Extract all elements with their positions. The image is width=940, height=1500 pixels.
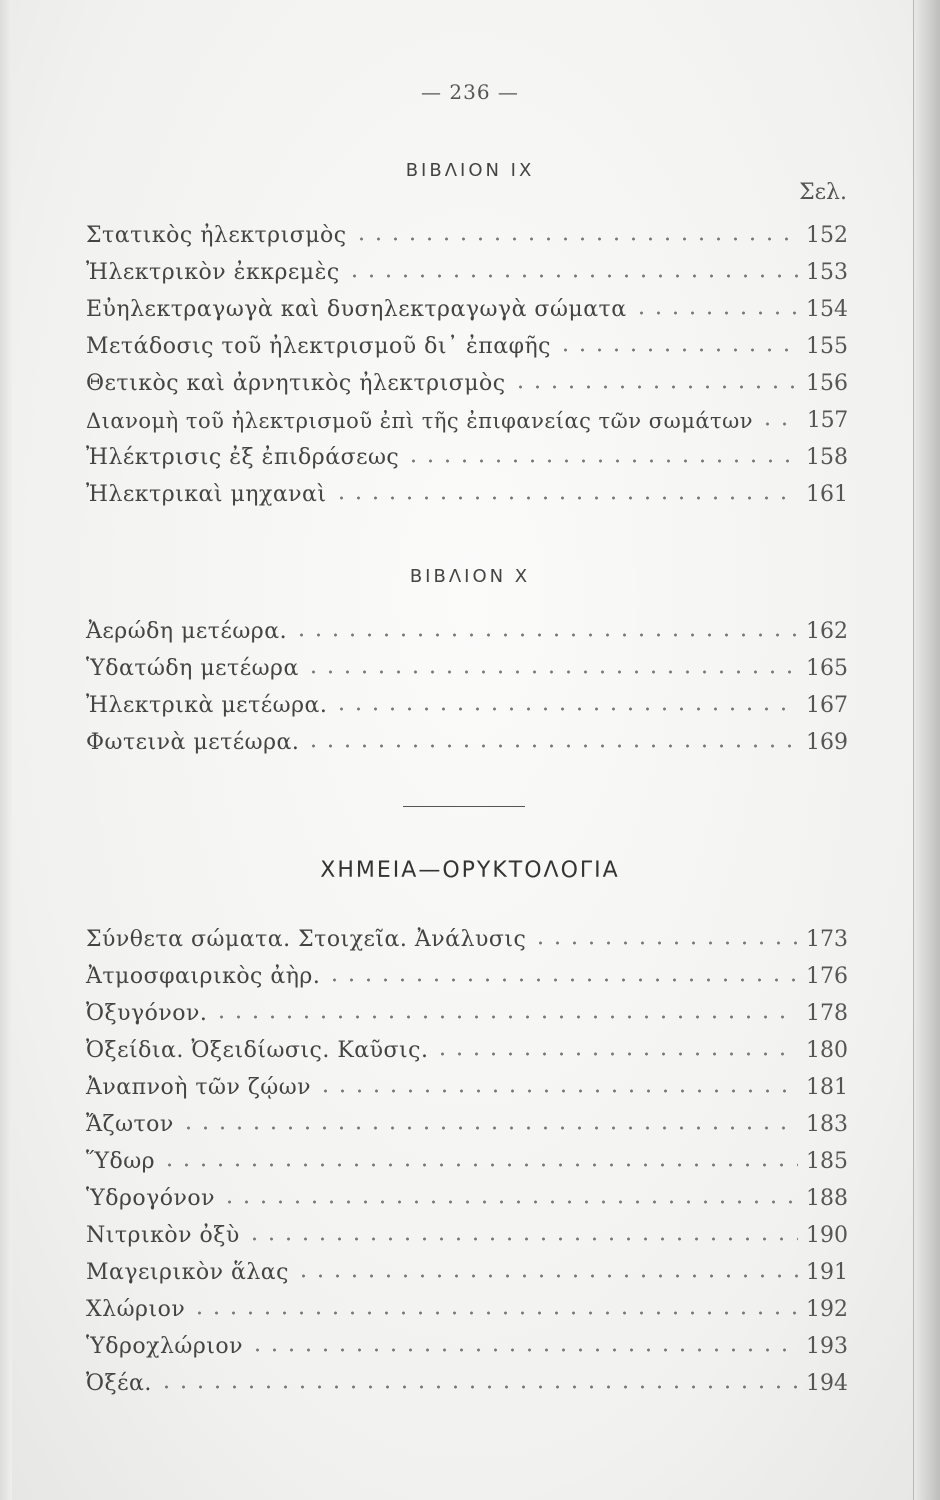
entry-page: 161 (806, 482, 848, 507)
entry-page: 183 (806, 1112, 848, 1137)
toc-entry (86, 1101, 848, 1137)
entry-title: Ἠλεκτρικαὶ μηχαναὶ (86, 482, 327, 507)
toc-entry (86, 1323, 848, 1359)
dot-leader (249, 1323, 798, 1359)
entry-title: Μετάδοσις τοῦ ἠλεκτρισμοῦ δι᾽ ἐπαφῆς (86, 334, 552, 359)
entry-page: 152 (806, 223, 848, 248)
entry-title: Ἠλεκτρικὸν ἐκκρεμὲς (86, 260, 340, 285)
entry-title: Ἠλεκτρικὰ μετέωρα. (86, 693, 328, 718)
entry-page: 173 (806, 927, 848, 952)
dot-leader (161, 1138, 798, 1174)
dot-leader (333, 682, 798, 718)
entry-title: Σύνθετα σώματα. Στοιχεῖα. Ἀνάλυσις (86, 927, 527, 952)
chemistry-section-title: ΧΗΜΕΙΑ—ΟΡΥΚΤΟΛΟΓΙΑ (320, 858, 620, 883)
dot-leader (405, 434, 798, 470)
dot-leader (326, 953, 798, 989)
entry-page: 158 (806, 445, 848, 470)
entry-title: Ἀερώδη μετέωρα. (86, 619, 288, 644)
toc-entry (86, 608, 848, 644)
dot-leader (532, 916, 798, 952)
dot-leader (295, 1249, 798, 1285)
dot-leader (246, 1212, 798, 1248)
entry-page: 155 (806, 334, 848, 359)
entry-page: 191 (806, 1260, 848, 1285)
toc-entry (86, 1027, 848, 1063)
dot-leader (305, 719, 798, 755)
entry-title: Ὀξέα. (86, 1371, 152, 1396)
toc-entry (86, 916, 848, 952)
toc-entry (86, 953, 848, 989)
entry-title: Χλώριον (86, 1297, 186, 1322)
dot-leader (353, 212, 798, 248)
entry-title: Διανομὴ τοῦ ἠλεκτρισμοῦ ἐπὶ τῆς ἐπιφανείας τῶν σωμάτων (86, 409, 754, 433)
dot-leader (213, 990, 798, 1026)
entry-title: Φωτεινὰ μετέωρα. (86, 730, 300, 755)
book-ix-title: ΒΙΒΛΙΟΝ ΙΧ (405, 160, 535, 181)
page-column-header: Σελ. (799, 180, 847, 205)
toc-entry (86, 434, 848, 470)
entry-title: Ὀξυγόνον. (86, 1001, 208, 1026)
toc-entry (86, 286, 848, 322)
dot-leader (557, 323, 798, 359)
toc-entry (86, 990, 848, 1026)
entry-title: Ὀξείδια. Ὀξειδίωσις. Καῦσις. (86, 1038, 429, 1063)
entry-page: 188 (806, 1186, 848, 1211)
toc-entry (86, 1064, 848, 1100)
entry-title: Ἀτμοσφαιρικὸς ἀὴρ. (86, 964, 321, 989)
dot-leader (512, 360, 798, 396)
toc-entry (86, 1360, 848, 1396)
entry-title: Ὑδρογόνον (86, 1186, 216, 1211)
page-left-edge (0, 0, 12, 1500)
entry-page: 165 (806, 656, 848, 681)
entry-title: Ἠλέκτρισις ἐξ ἐπιδράσεως (86, 445, 400, 470)
toc-entry (86, 212, 848, 248)
toc-entry (86, 249, 848, 285)
entry-title: Ἄζωτον (86, 1112, 174, 1137)
toc-entry (86, 719, 848, 755)
entry-page: 162 (806, 619, 848, 644)
entry-title: Ὑδροχλώριον (86, 1334, 244, 1359)
toc-entry (86, 1249, 848, 1285)
entry-page: 185 (806, 1149, 848, 1174)
entry-title: Ὕδωρ (86, 1149, 156, 1174)
dot-leader (158, 1360, 798, 1396)
entry-page: 154 (806, 297, 848, 322)
toc-entry (86, 360, 848, 396)
book-x-title: ΒΙΒΛΙΟΝ Χ (409, 566, 531, 587)
entry-title: Θετικὸς καὶ ἀρνητικὸς ἠλεκτρισμὸς (86, 371, 506, 396)
toc-entry (86, 645, 848, 681)
entry-page: 192 (806, 1297, 848, 1322)
dot-leader (346, 249, 798, 285)
section-divider (403, 806, 525, 807)
dot-leader (221, 1175, 798, 1211)
toc-entry (86, 397, 848, 433)
dot-leader (317, 1064, 798, 1100)
entry-title: Εὐηλεκτραγωγὰ καὶ δυσηλεκτραγωγὰ σώματα (86, 297, 627, 322)
dot-leader (633, 286, 798, 322)
entry-page: 193 (806, 1334, 848, 1359)
entry-page: 190 (806, 1223, 848, 1248)
toc-entry (86, 1138, 848, 1174)
toc-entry (86, 682, 848, 718)
entry-title: Στατικὸς ἠλεκτρισμὸς (86, 223, 347, 248)
entry-page: 194 (806, 1371, 848, 1396)
entry-title: Ἀναπνοὴ τῶν ζῴων (86, 1075, 312, 1100)
dot-leader (333, 471, 798, 507)
entry-page: 153 (806, 260, 848, 285)
entry-page: 156 (806, 371, 848, 396)
entry-title: Νιτρικὸν ὀξὺ (86, 1223, 240, 1248)
dot-leader (434, 1027, 798, 1063)
entry-page: 157 (806, 408, 848, 433)
entry-page: 176 (806, 964, 848, 989)
entry-page: 167 (806, 693, 848, 718)
dot-leader (305, 645, 798, 681)
page-number: — 236 — (421, 80, 519, 104)
toc-entry (86, 1212, 848, 1248)
page-right-edge (913, 0, 940, 1500)
entry-page: 180 (806, 1038, 848, 1063)
toc-entry (86, 1175, 848, 1211)
dot-leader (293, 608, 798, 644)
toc-entry (86, 471, 848, 507)
dot-leader (191, 1286, 798, 1322)
entry-page: 169 (806, 730, 848, 755)
dot-leader (759, 397, 798, 433)
dot-leader (180, 1101, 798, 1137)
entry-page: 178 (806, 1001, 848, 1026)
toc-entry (86, 323, 848, 359)
entry-title: Ὑδατώδη μετέωρα (86, 656, 299, 681)
toc-entry (86, 1286, 848, 1322)
entry-page: 181 (806, 1075, 848, 1100)
entry-title: Μαγειρικὸν ἅλας (86, 1260, 289, 1285)
